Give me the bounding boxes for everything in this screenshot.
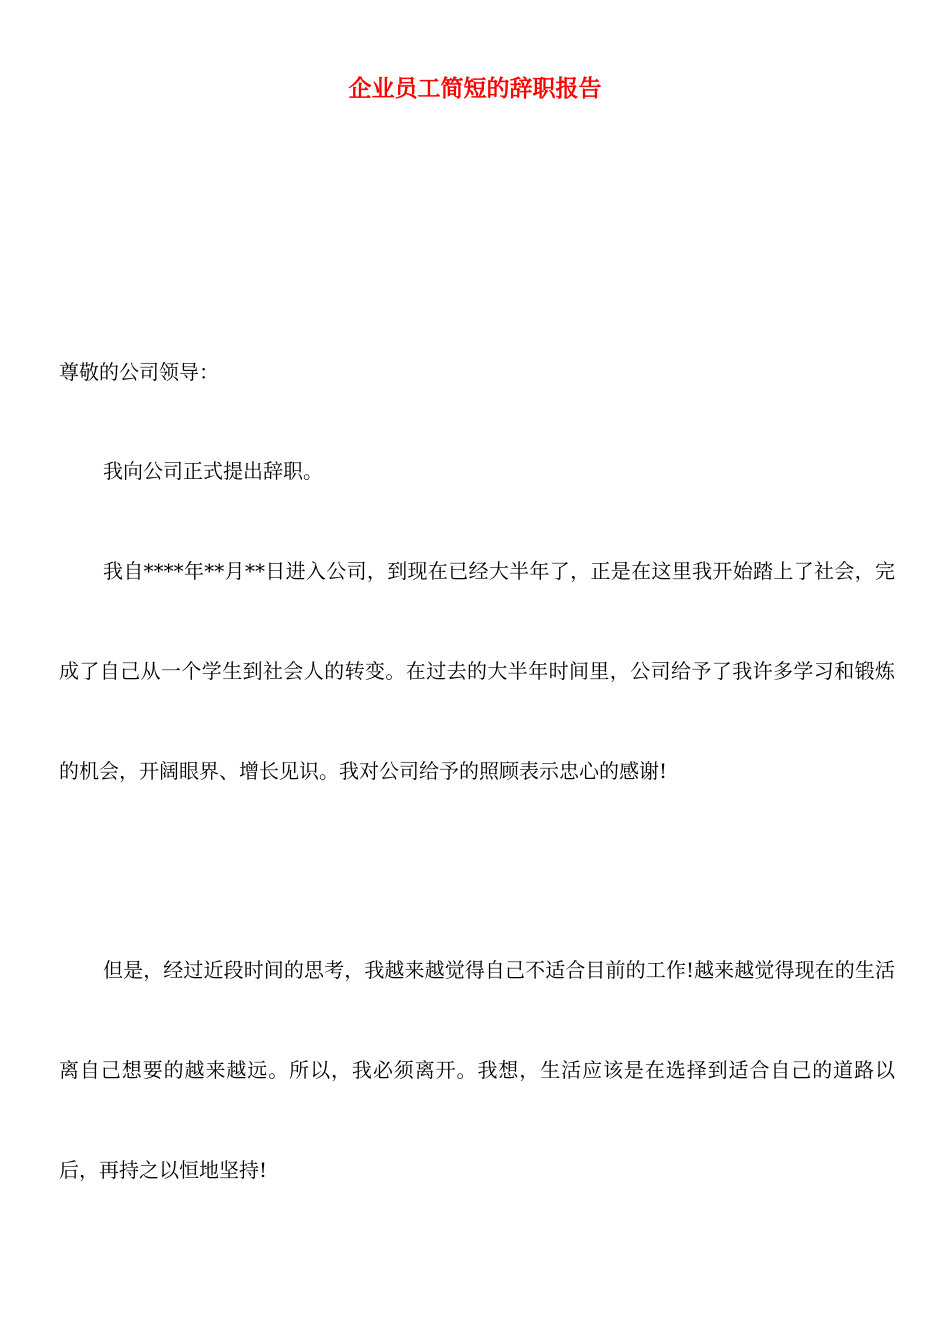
document-title: 企业员工简短的辞职报告: [348, 76, 602, 102]
paragraph-reason: 但是，经过近段时间的思考，我越来越觉得自己不适合目前的工作!越来越觉得现在的生活离自己想要的越来越远。所以，我必须离开。我想，生活应该是在选择到适合自己的道路以后，再持之以恒地坚持!: [59, 958, 895, 1182]
paragraph-resignation-statement: 我向公司正式提出辞职。: [103, 459, 323, 483]
paragraph-gratitude: 我自****年**月**日进入公司，到现在已经大半年了，正是在这里我开始踏上了社会，完成了自己从一个学生到社会人的转变。在过去的大半年时间里，公司给予了我许多学习和锻炼的机会，开阔眼界、增长见识。我对公司给予的照顾表示忠心的感谢!: [59, 559, 895, 783]
salutation: 尊敬的公司领导：: [59, 360, 219, 384]
